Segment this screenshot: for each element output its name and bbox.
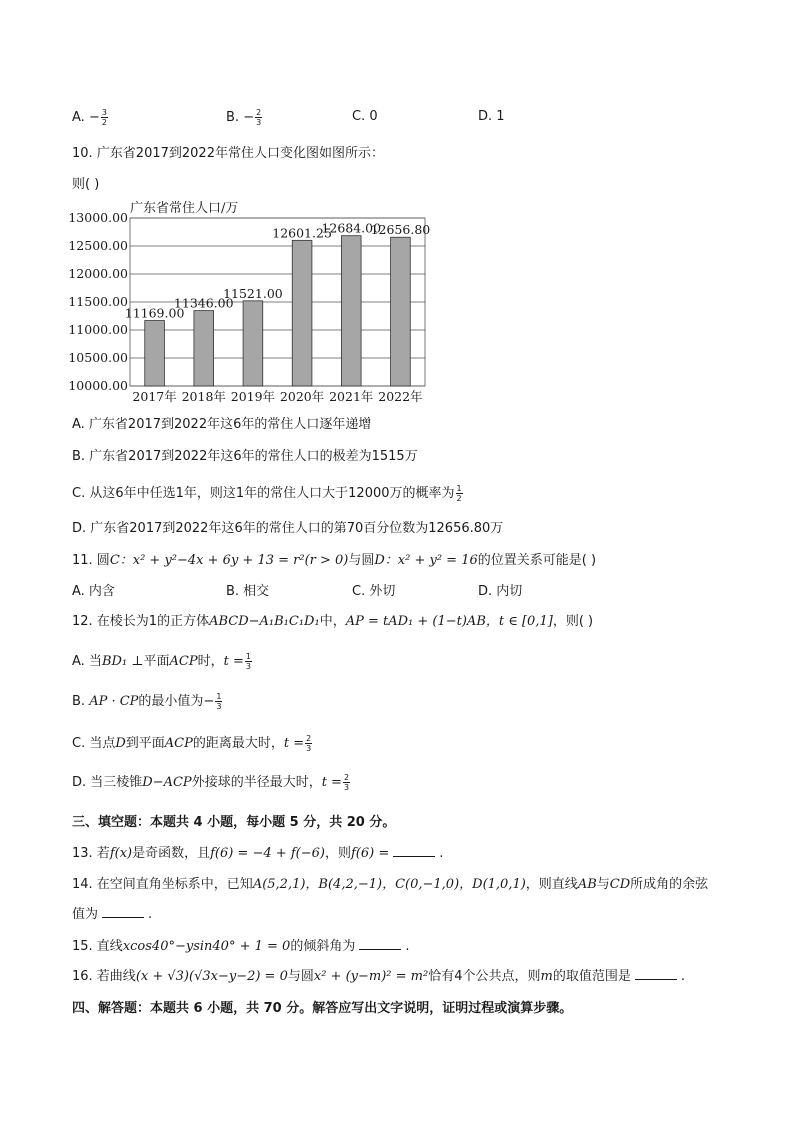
q14-stem-line1: 14. 在空间直角坐标系中，已知A(5,2,1)，B(4,2,−1)，C(0,−1,0)，D(1,0,1)，则直线AB与CD所成角的余弦	[72, 877, 709, 892]
y-tick-label: 12000.00	[68, 266, 128, 281]
x-tick-label: 2018年	[181, 389, 226, 404]
q10-c-fraction: $\frac{1}{2}$	[456, 484, 462, 503]
q13-stem: 13. 若f(x)是奇函数，且f(6) = −4 + f(−6)，则f(6) = .	[72, 846, 444, 861]
q10-option-c: C. 从这6年中任选1年，则这1年的常住人口大于12000万的概率为 $\frac{1}{2}$	[72, 484, 462, 503]
q9-option-c: C. 0	[352, 109, 378, 124]
chart-bars	[145, 236, 411, 386]
y-tick-label: 12500.00	[68, 238, 128, 253]
q11-option-a: A. 内含	[72, 584, 115, 599]
data-label: 12656.80	[370, 222, 430, 238]
y-tick-label: 11000.00	[68, 322, 128, 337]
q12-stem: 12. 在棱长为1的正方体ABCD−A₁B₁C₁D₁中，AP = tAD₁ + (1−t)AB，t ∈ [0,1]，则( )	[72, 614, 594, 629]
bar	[292, 240, 312, 386]
data-label: 11521.00	[223, 285, 283, 301]
y-tick-label: 10000.00	[68, 378, 128, 393]
x-tick-label: 2019年	[230, 389, 276, 404]
q10-option-b: B. 广东省2017到2022年这6年的常住人口的极差为1515万	[72, 449, 418, 464]
data-label: 11169.00	[124, 305, 185, 321]
q12-a-fraction: $\frac{1}{3}$	[245, 652, 251, 671]
y-tick-label: 11500.00	[68, 294, 128, 309]
q9-b-fraction: $\frac{2}{3}$	[256, 108, 262, 127]
q14-stem-line2: 值为 .	[72, 907, 153, 922]
bar	[194, 311, 214, 386]
chart-title: 广东省常住人口/万	[130, 201, 239, 216]
y-tick-label: 10500.00	[68, 350, 128, 365]
q12-option-a: A. 当BD₁ ⊥平面ACP时，t = $\frac{1}{3}$	[72, 652, 251, 671]
q9-option-b: B. − $\frac{2}{3}$	[226, 108, 262, 127]
q12-c-fraction: $\frac{2}{3}$	[306, 734, 312, 753]
bar	[243, 301, 263, 386]
data-label: 12601.25	[272, 225, 332, 241]
chart-x-ticks	[132, 389, 422, 404]
section-3-heading: 三、填空题：本题共 4 小题，每小题 5 分，共 20 分。	[72, 815, 396, 830]
q15-stem: 15. 直线xcos40°−ysin40° + 1 = 0的倾斜角为 .	[72, 939, 410, 954]
q11-stem: 11. 圆C：x² + y²−4x + 6y + 13 = r²(r > 0)与圆D：x² + y² = 16的位置关系可能是( )	[72, 553, 597, 568]
chart-y-ticks	[68, 210, 128, 393]
chart-value-labels	[125, 221, 430, 321]
q12-option-b: B. AP · CP的最小值为− $\frac{1}{3}$	[72, 692, 222, 711]
population-bar-chart	[60, 196, 430, 410]
q12-option-d: D. 当三棱锥D−ACP外接球的半径最大时，t = $\frac{2}{3}$	[72, 773, 350, 792]
q10-option-d: D. 广东省2017到2022年这6年的常住人口的第70百分位数为12656.80万	[72, 521, 504, 536]
bar	[145, 321, 165, 386]
bar	[341, 236, 361, 386]
q10-stem: 10. 广东省2017到2022年常住人口变化图如图所示：	[72, 146, 384, 161]
q13-answer-blank[interactable]	[393, 845, 435, 857]
q16-answer-blank[interactable]	[635, 968, 677, 980]
x-tick-label: 2020年	[279, 389, 325, 404]
q11-option-b: B. 相交	[226, 584, 270, 599]
section-4-heading: 四、解答题：本题共 6 小题，共 70 分。解答应写出文字说明，证明过程或演算步骤。	[72, 1001, 573, 1016]
q9-a-fraction: $\frac{3}{2}$	[101, 108, 107, 127]
data-label: 12684.00	[321, 220, 382, 236]
x-tick-label: 2022年	[378, 389, 423, 404]
q9-option-a: A. − $\frac{3}{2}$	[72, 108, 107, 127]
x-tick-label: 2021年	[329, 389, 374, 404]
q10-option-a: A. 广东省2017到2022年这6年的常住人口逐年递增	[72, 417, 372, 432]
q12-option-c: C. 当点D到平面ACP的距离最大时，t = $\frac{2}{3}$	[72, 734, 312, 753]
q14-answer-blank[interactable]	[102, 906, 144, 918]
bar	[391, 237, 411, 386]
data-label: 11346.00	[173, 295, 234, 311]
q15-answer-blank[interactable]	[359, 938, 401, 950]
q10-then: 则( )	[72, 177, 100, 192]
q9-option-d: D. 1	[478, 109, 505, 124]
q11-option-d: D. 内切	[478, 584, 523, 599]
q12-d-fraction: $\frac{2}{3}$	[343, 773, 350, 792]
q11-option-c: C. 外切	[352, 584, 396, 599]
x-tick-label: 2017年	[132, 389, 177, 404]
q16-stem: 16. 若曲线(x + √3)(√3x−y−2) = 0与圆x² + (y−m)² = m²恰有4个公共点，则m的取值范围是 .	[72, 969, 685, 984]
q12-b-fraction: $\frac{1}{3}$	[216, 692, 222, 711]
y-tick-label: 13000.00	[68, 210, 128, 225]
